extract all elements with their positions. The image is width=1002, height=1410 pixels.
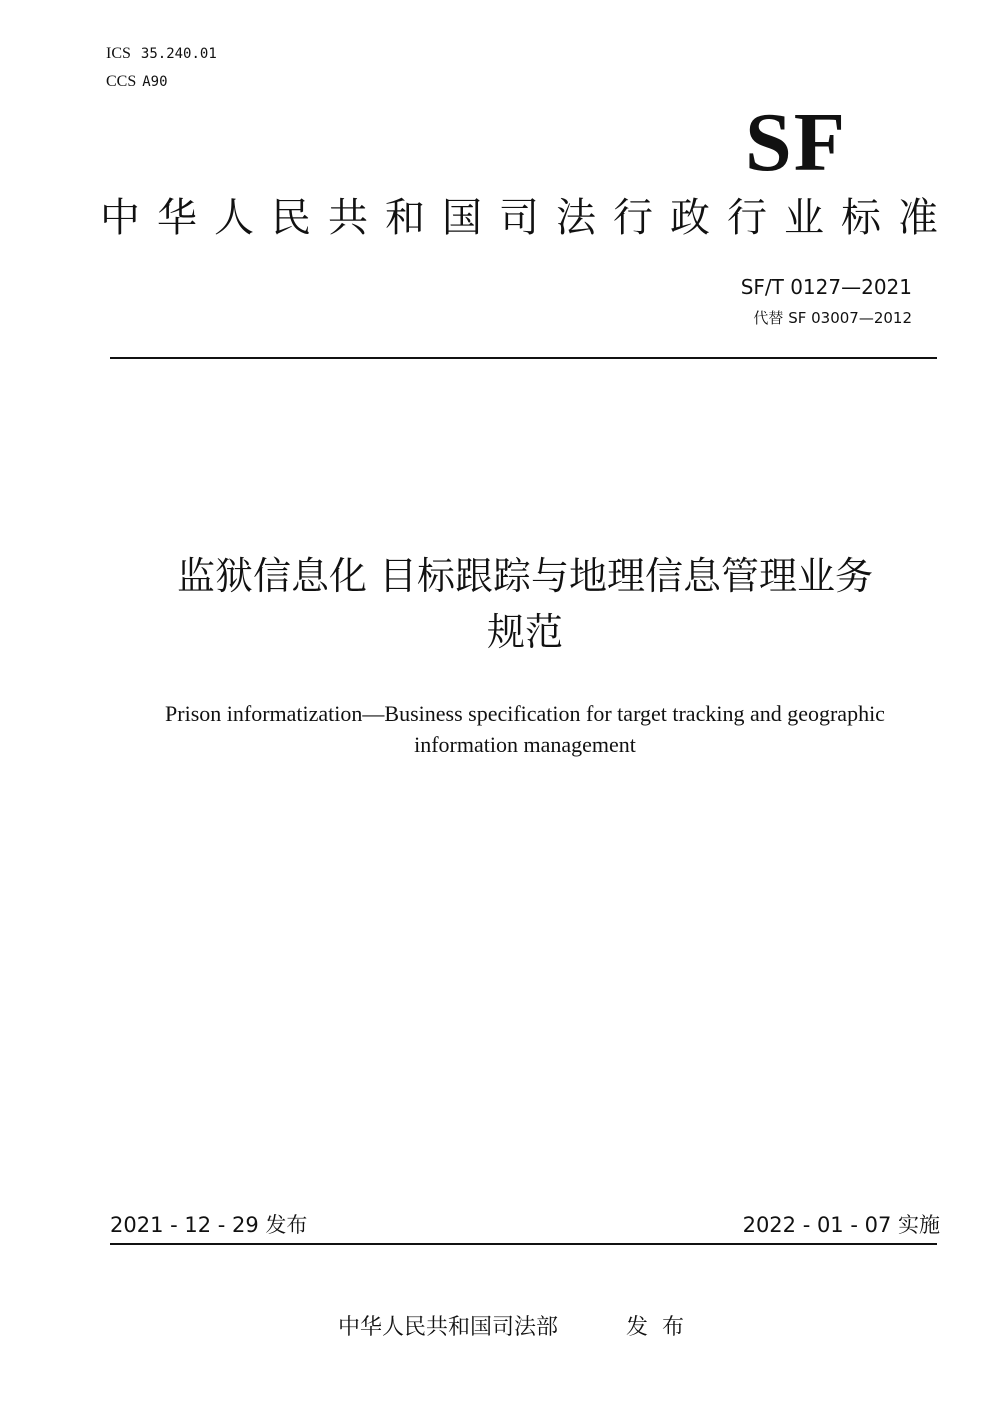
title-english-line1: Prison informatization—Business specification for target tracking and geographic [165,701,885,726]
ccs-label: CCS [106,73,137,90]
top-divider [110,357,937,359]
bottom-divider [110,1243,937,1245]
industry-standard-heading: 中华人民共和国司法行政行业标准 [100,195,955,241]
sf-logo: SF [745,96,848,189]
title-chinese-line2: 规范 [486,610,563,654]
ics-label: ICS [106,45,131,62]
standard-number: SF/T 0127—2021 [740,275,912,299]
title-chinese-line1: 监狱信息化 目标跟踪与地理信息管理业务 [176,554,874,598]
ccs-classification [106,72,168,92]
title-english-line2: information management [414,732,636,757]
implementation-date: 2022 - 01 - 07 实施 [742,1213,940,1237]
issue-action: 发布 [626,1315,699,1340]
ics-classification [106,44,217,64]
title-english [110,698,940,760]
issue-date: 2021 - 12 - 29 发布 [110,1213,308,1237]
title-chinese [60,548,990,660]
issuing-authority: 中华人民共和国司法部 [338,1315,559,1340]
ics-code: 35.240.01 [140,46,217,62]
replaces-standard: 代替 SF 03007—2012 [753,309,912,327]
ccs-code: A90 [142,74,168,90]
